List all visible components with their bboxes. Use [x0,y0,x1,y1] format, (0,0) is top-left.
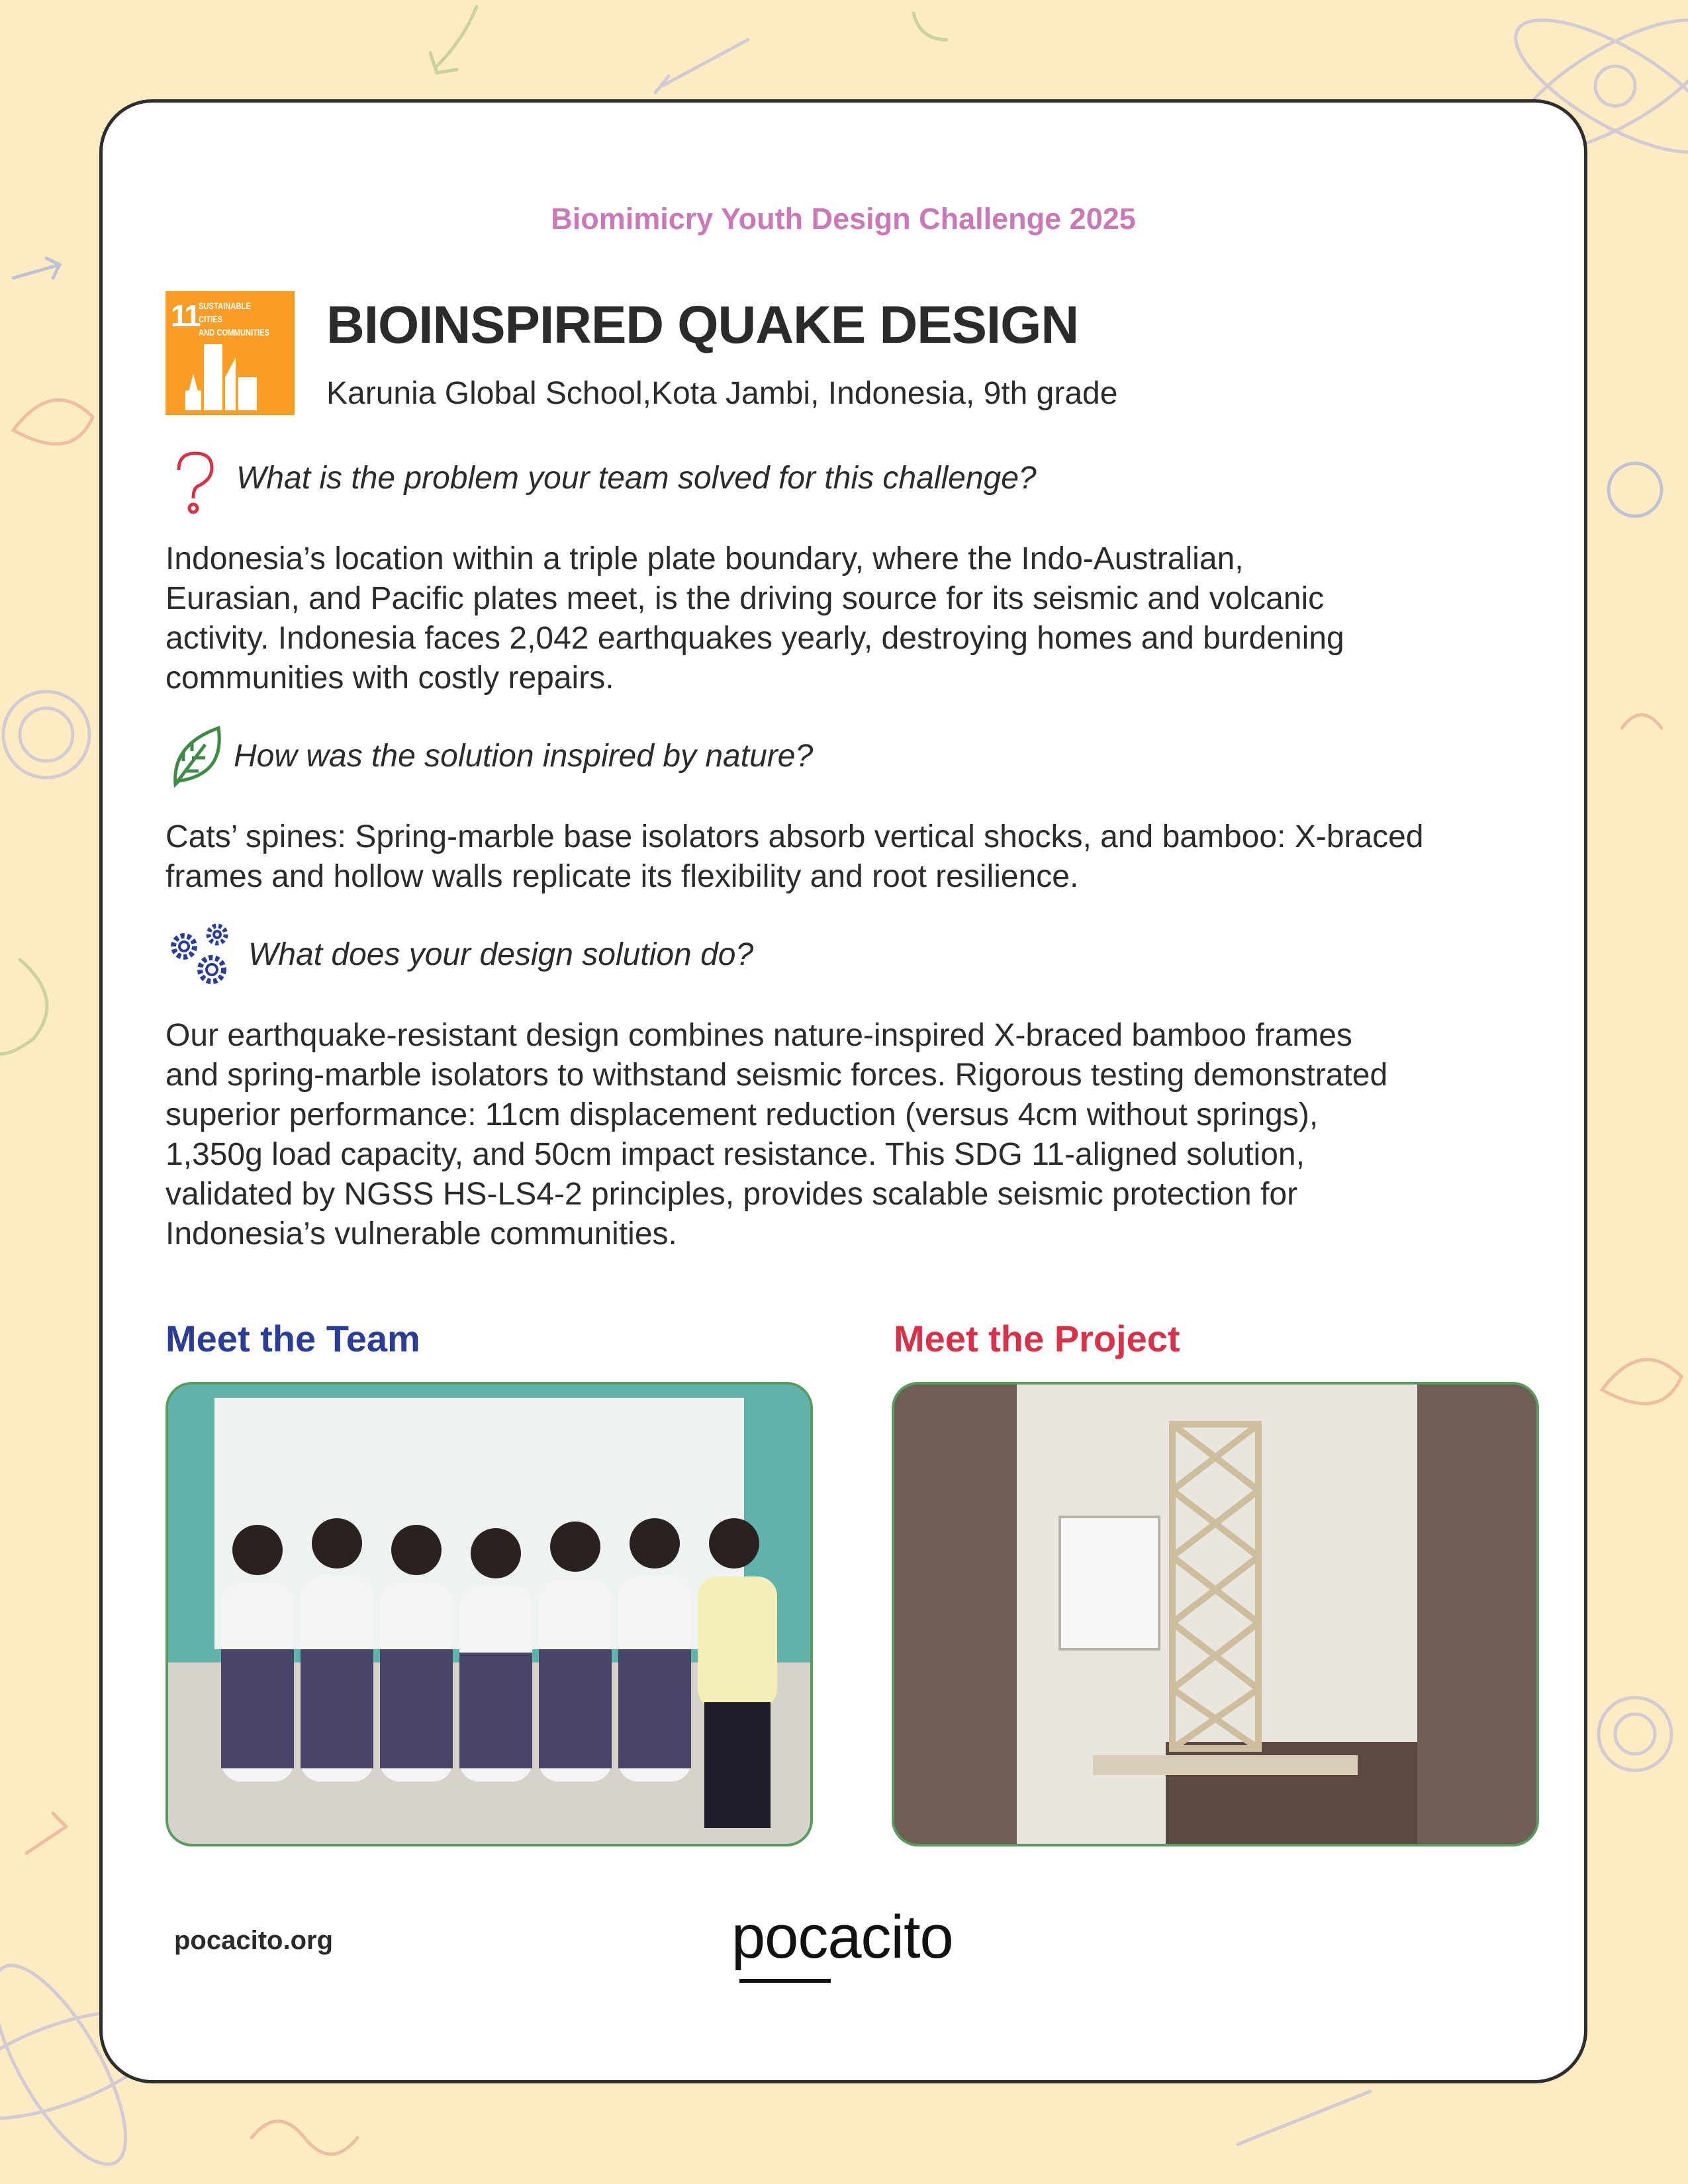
answer-line: superior performance: 11cm displacement reduction (versus 4cm without springs), [165,1097,1319,1132]
answer-line: Indonesia’s location within a triple plate boundary, where the Indo-Australian, [165,541,1244,576]
project-title: BIOINSPIRED QUAKE DESIGN [326,295,1079,354]
question-mark-icon [172,450,218,516]
meet-project-heading: Meet the Project [894,1318,1180,1359]
answer-line: and spring-marble isolators to withstand seismic forces. Rigorous testing demonstrated [165,1058,1388,1093]
question-nature: How was the solution inspired by nature? [234,739,814,774]
answer-line: validated by NGSS HS-LS4-2 principles, provides scalable seismic protection for [165,1177,1298,1212]
answer-line: frames and hollow walls replicate its flexibility and root resilience. [165,859,1079,894]
project-card [99,99,1587,2083]
sdg-11-badge [165,291,295,415]
project-photo-image [894,1385,1536,1844]
answer-problem [165,539,1529,698]
sdg-number: 11 [171,298,199,333]
team-photo-image [168,1385,810,1844]
sdg-label-line: AND COMMUNITIES [199,327,270,338]
city-buildings-icon [185,338,278,410]
footer-url-link[interactable]: pocacito.org [174,1926,334,1955]
answer-line: Eurasian, and Pacific plates meet, is the driving source for its seismic and volcanic [165,581,1325,616]
challenge-title: Biomimicry Youth Design Challenge 2025 [551,202,1136,236]
question-problem: What is the problem your team solved for this challenge? [236,461,1037,496]
answer-line: Indonesia’s vulnerable communities. [165,1216,677,1251]
sdg-label-line: SUSTAINABLE CITIES [199,300,251,324]
answer-solution [165,1016,1529,1254]
answer-line: communities with costly repairs. [165,660,614,696]
team-photo [165,1382,813,1846]
pocacito-logo: pocacito [731,1903,953,1971]
answer-nature [165,817,1529,897]
gears-icon [165,920,235,989]
project-photo [892,1382,1539,1846]
answer-line: Cats’ spines: Spring-marble base isolators absorb vertical shocks, and bamboo: X-braced [165,819,1424,854]
meet-team-heading: Meet the Team [165,1318,420,1359]
logo-underline [739,1979,831,1983]
question-solution: What does your design solution do? [248,937,754,972]
answer-line: activity. Indonesia faces 2,042 earthquakes yearly, destroying homes and burdening [165,621,1344,656]
sdg-label [199,299,275,339]
answer-line: Our earthquake-resistant design combines nature-inspired X-braced bamboo frames [165,1018,1352,1053]
answer-line: 1,350g load capacity, and 50cm impact resistance. This SDG 11-aligned solution, [165,1137,1305,1172]
school-info: Karunia Global School,Kota Jambi, Indonesia, 9th grade [326,376,1118,411]
leaf-icon [169,725,222,791]
